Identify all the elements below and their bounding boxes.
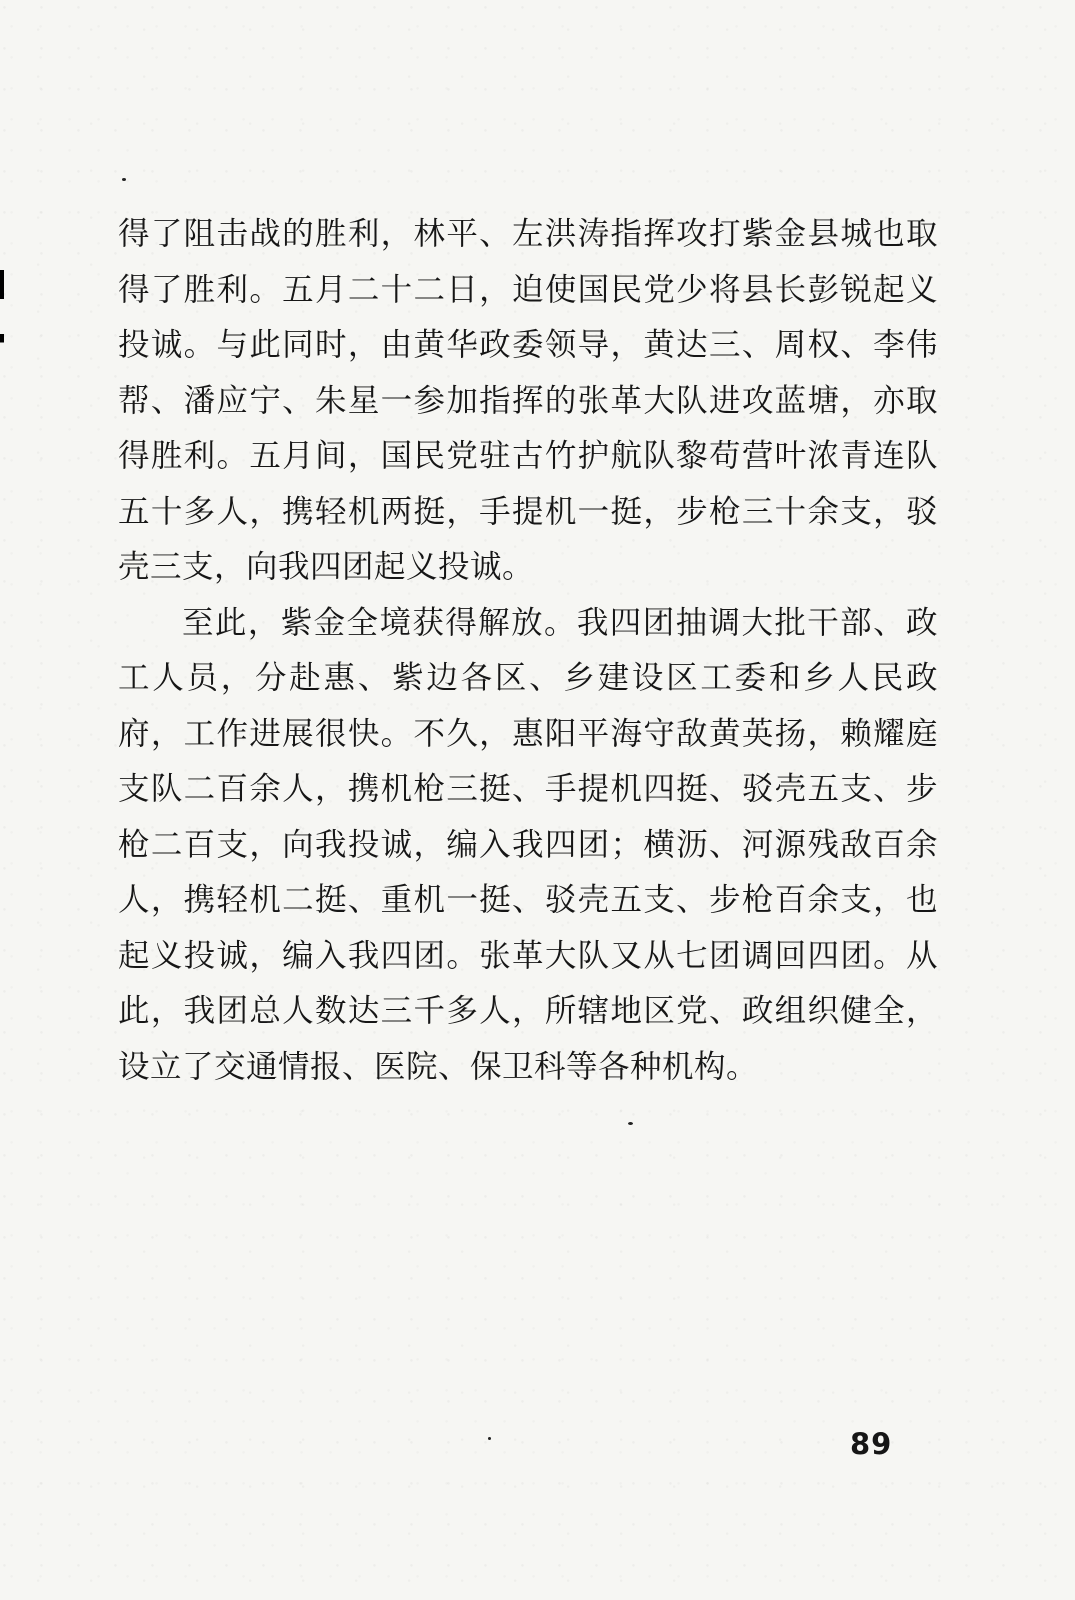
scan-speck bbox=[122, 178, 126, 181]
binding-shadow bbox=[0, 270, 4, 560]
paragraph-continued: 得了阻击战的胜利，林平、左洪涛指挥攻打紫金县城也取得了胜利。五月二十二日，迫使国民党少将县长彭锐起义投诚。与此同时，由黄华政委领导，黄达三、周权、李伟帮、潘应宁、朱星一参加指挥的张革大队进攻蓝塘，亦取得胜利。五月间，国民党驻古竹护航队黎苟营叶浓青连队五十多人，携轻机两挺，手提机一挺，步枪三十余支，驳壳三支，向我四团起义投诚。 bbox=[118, 216, 938, 585]
scan-speck bbox=[488, 1437, 491, 1440]
scan-speck bbox=[628, 1122, 633, 1125]
body-text bbox=[118, 207, 938, 1095]
page-number: 89 bbox=[850, 1427, 893, 1461]
paragraph: 至此，紫金全境获得解放。我四团抽调大批干部、政工人员，分赴惠、紫边各区、乡建设区工委和乡人民政府，工作进展很快。不久，惠阳平海守敌黄英扬，赖耀庭支队二百余人，携机枪三挺、手提机四挺、驳壳五支、步枪二百支，向我投诚，编入我四团；横沥、河源残敌百余人，携轻机二挺、重机一挺、驳壳五支、步枪百余支，也起义投诚，编入我四团。张革大队又从七团调回四团。从此，我团总人数达三千多人，所辖地区党、政组织健全，设立了交通情报、医院、保卫科等各种机构。 bbox=[118, 604, 938, 1085]
